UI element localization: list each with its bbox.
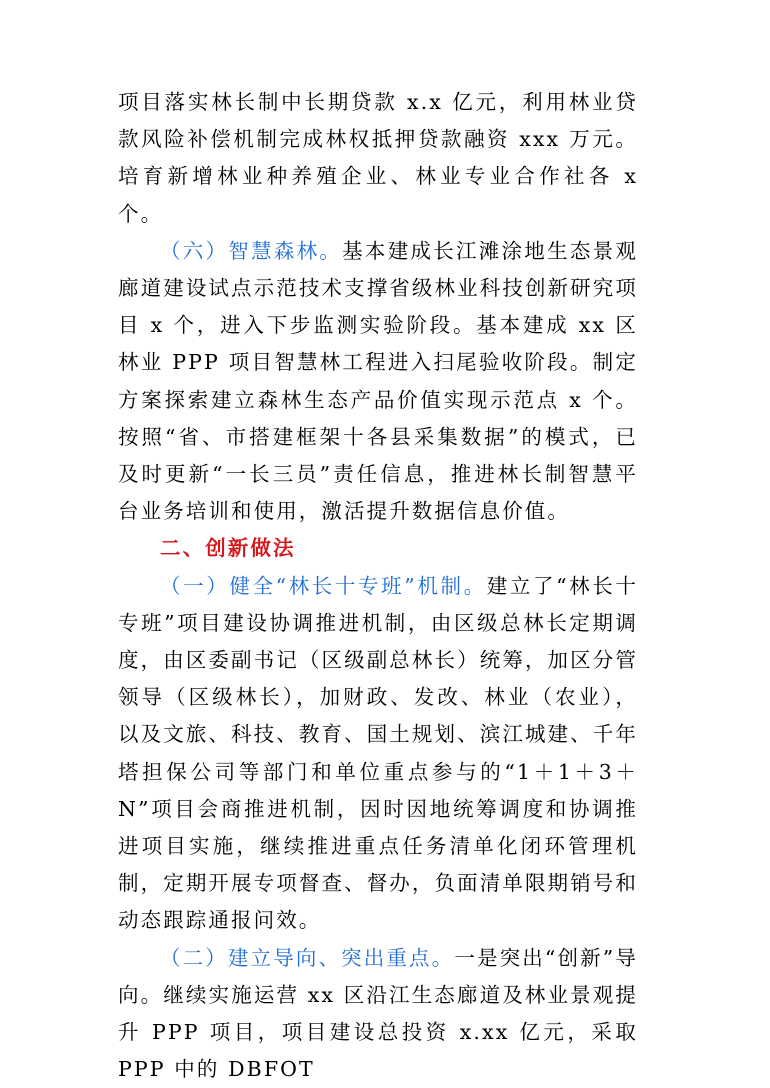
paragraph-guidance bbox=[118, 940, 638, 1088]
heading-innovation: 二、创新做法 bbox=[160, 536, 296, 561]
section-lead-guidance: （二）建立导向、突出重点。 bbox=[160, 945, 455, 970]
paragraph-mechanism bbox=[118, 568, 638, 940]
section-lead-smart-forest: （六）智慧森林。 bbox=[160, 238, 343, 263]
section-lead-mechanism: （一）健全“林长十专班”机制。 bbox=[160, 573, 487, 598]
section-body-guidance: 一是突出“创新”导向。继续实施运营 xx 区沿江生态廊道及林业景观提升 PPP 项目，项目建设总投资 x.xx 亿元，采取 PPP 中的 DBFOT bbox=[118, 945, 638, 1082]
paragraph-loans: 项目落实林长制中长期贷款 x.x 亿元，利用林业贷款风险补偿机制完成林权抵押贷款融资 xxx 万元。培育新增林业种养殖企业、林业专业合作社各 x 个。 bbox=[118, 90, 638, 226]
paragraph-smart-forest bbox=[118, 233, 638, 531]
section-body-smart-forest: 基本建成长江滩涂地生态景观廊道建设试点示范技术支撑省级林业科技创新研究项目 x 个，进入下步监测实验阶段。基本建成 xx 区林业 PPP 项目智慧林工程进入扫尾验收阶段。制定方案探索建立森林生态产品价值实现示范点 x 个。按照“省、市搭建框架十各县采集数据”的模式，已及时更新“一长三员”责任信息，推进林长制智慧平台业务培训和使用，激活提升数据信息价值。 bbox=[118, 238, 638, 524]
document-page bbox=[118, 84, 638, 1088]
section-body-mechanism: 建立了“林长十专班”项目建设协调推进机制，由区级总林长定期调度，由区委副书记（区级副总林长）统筹，加区分管领导（区级林长），加财政、发改、林业（农业），以及文旅、科技、教育、国土规划、滨江城建、千年塔担保公司等部门和单位重点参与的“1＋1＋3＋N”项目会商推进机制，因时因地统筹调度和协调推进项目实施，继续推进重点任务清单化闭环管理机制，定期开展专项督查、督办，负面清单限期销号和动态跟踪通报问效。 bbox=[118, 573, 638, 933]
